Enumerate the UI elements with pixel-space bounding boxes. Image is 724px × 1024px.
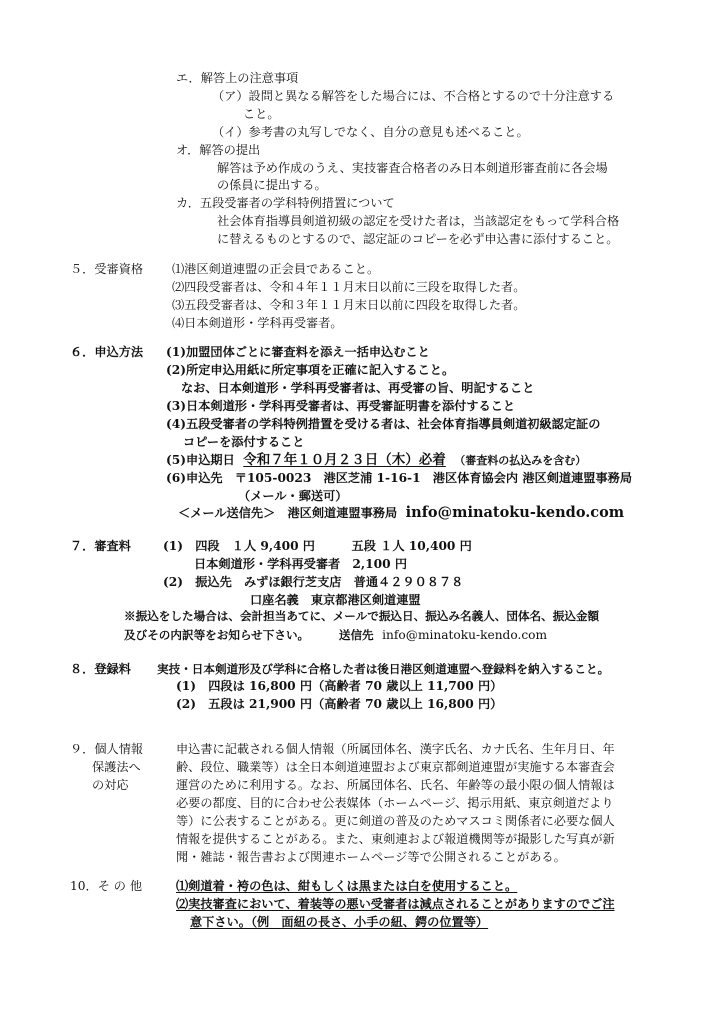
note2-address-link[interactable]: info@minatoku-kendo.com	[382, 628, 548, 642]
section8-text: 実技・日本剣道形及び学科に合格した者は後日港区剣道連盟へ登録料を納入すること。	[157, 662, 610, 676]
section5-item3: ⑶五段受審者は、令和３年１１月末日以前に四段を取得した者。	[172, 298, 526, 312]
section6-mail	[178, 505, 624, 521]
section9-heading2: 保護法へ	[92, 760, 141, 774]
section6-heading: ６．申込方法	[70, 345, 144, 359]
section5-item2: ⑵四段受審者は、令和４年１１月末日以前に三段を取得した者。	[172, 280, 526, 294]
note2-text: 及びその内訳等をお知らせ下さい。	[124, 628, 310, 642]
section6-item2-note: なお、日本剣道形・学科再受審者は、再受審の旨、明記すること	[181, 381, 535, 395]
section6-item2: (2)所定申込用紙に所定事項を正確に記入すること。	[166, 363, 455, 377]
section6-item3: (3)日本剣道形・学科再受審者は、再受審証明書を添付すること	[166, 399, 516, 413]
section5-item1: ⑴港区剣道連盟の正会員であること。	[172, 262, 380, 276]
section7-account-name: 口座名義 東京都港区剣道連盟	[250, 593, 421, 607]
section4-e-item1-cont: こと。	[243, 107, 280, 121]
section8-heading: ８．登録料	[70, 662, 131, 676]
section5-item4: ⑷日本剣道形・学科再受審者。	[172, 316, 343, 330]
section9-text2: 齢、段位、職業等）は全日本剣道連盟および東京都剣道連盟が実施する本審査会	[176, 760, 615, 774]
section6-item6: (6)申込先 〒105-0023 港区芝浦 1-16-1 港区体育協会内 港区剣道連盟事務局	[166, 471, 633, 485]
section7-note2	[124, 627, 547, 643]
section7-note1: ※振込をした場合は、会計担当あてに、メールで振込日、振込み名義人、団体名、振込金額	[124, 609, 600, 623]
section4-o-text2: の係員に提出する。	[217, 178, 327, 192]
section5-heading: ５．受審資格	[70, 262, 144, 276]
deadline-date: 令和７年１０月２３日（木）必着	[243, 452, 446, 468]
section4-ka-heading: カ．五段受審者の学科特例措置について	[176, 196, 395, 210]
section6-item5	[166, 452, 586, 469]
section6-item1: (1)加盟団体ごとに審査料を添え一括申込むこと	[166, 345, 430, 359]
section4-ka-text2: に替えるものとするので、認定証のコピーを必ず申込書に添付すること。	[217, 232, 619, 246]
section6-item4-cont: コピーを添付すること	[183, 435, 305, 449]
mail-label: ＜メール送信先＞ 港区剣道連盟事務局	[178, 506, 398, 520]
section9-heading3: の対応	[92, 778, 129, 792]
section9-heading1: ９．個人情報	[70, 742, 144, 756]
section4-ka-text1: 社会体育指導員剣道初級の認定を受けた者は，当該認定をもって学科合格	[217, 214, 620, 228]
section9-text5: 等）に公表することがある。更に剣道の普及のためマスコミ関係者に必要な個人	[176, 814, 615, 828]
section7-heading: ７．審査料	[70, 539, 131, 553]
section10-item2-cont: 意下さい。（例 面紐の長さ、小手の紐、鍔の位置等）	[190, 915, 489, 929]
section9-text6: 情報を提供することがある。また、東剣連および報道機関等が撮影した写真が新	[176, 832, 615, 846]
section4-e-item1: （ア）設問と異なる解答をした場合には、不合格とするので十分注意する	[212, 89, 615, 103]
section10-item1: ⑴剣道着・袴の色は、紺もしくは黒または白を使用すること。	[176, 879, 518, 893]
section7-fee-line1: (1) 四段 １人 9,400 円 五段 １人 10,400 円	[163, 539, 472, 553]
deadline-note: （審査料の払込みを含む）	[454, 454, 587, 467]
section4-o-heading: オ．解答の提出	[176, 143, 261, 157]
section9-text7: 聞・雑誌・報告書および関連ホームページ等で公開されることがある。	[176, 850, 566, 864]
mail-address-link[interactable]: info@minatoku-kendo.com	[405, 504, 625, 521]
section10-heading: 10．そ の 他	[70, 879, 143, 893]
section6-item4: (4)五段受審者の学科特例措置を受ける者は、社会体育指導員剣道初級認定証の	[166, 417, 601, 431]
section7-bank-line: (2) 振込先 みずほ銀行芝支店 普通４２９０８７８	[163, 575, 464, 589]
note2-label: 送信先	[338, 628, 374, 642]
section9-text4: 必要の都度、目的に合わせ公表媒体（ホームページ、掲示用紙、東京剣道だより	[176, 796, 614, 810]
section8-line1: (1) 四段は 16,800 円（高齢者 70 歳以上 11,700 円）	[176, 679, 503, 693]
section9-text1: 申込書に記載される個人情報（所属団体名、漢字氏名、カナ氏名、生年月日、年	[176, 742, 615, 756]
section8-line2: (2) 五段は 21,900 円（高齢者 70 歳以上 16,800 円）	[176, 697, 503, 711]
section4-e-heading: エ．解答上の注意事項	[176, 71, 299, 85]
section9-text3: 運営のために利用する。なお、所属団体名、氏名、年齢等の最小限の個人情報は	[176, 778, 615, 792]
section4-o-text1: 解答は予め作成のうえ、実技審査合格者のみ日本剣道形審査前に各会場	[217, 161, 608, 175]
section4-e-item2: （イ）参考書の丸写しでなく、自分の意見も述べること。	[212, 125, 529, 139]
section10-item2: ⑵実技審査において、着装等の悪い受審者は減点されることがありますのでご注	[176, 897, 615, 911]
section7-fee-line2: 日本剣道形・学科再受審者 2,100 円	[194, 557, 408, 571]
deadline-label: (5)申込期日	[166, 453, 235, 467]
section6-item6-cont: （メール・郵送可）	[238, 489, 348, 503]
